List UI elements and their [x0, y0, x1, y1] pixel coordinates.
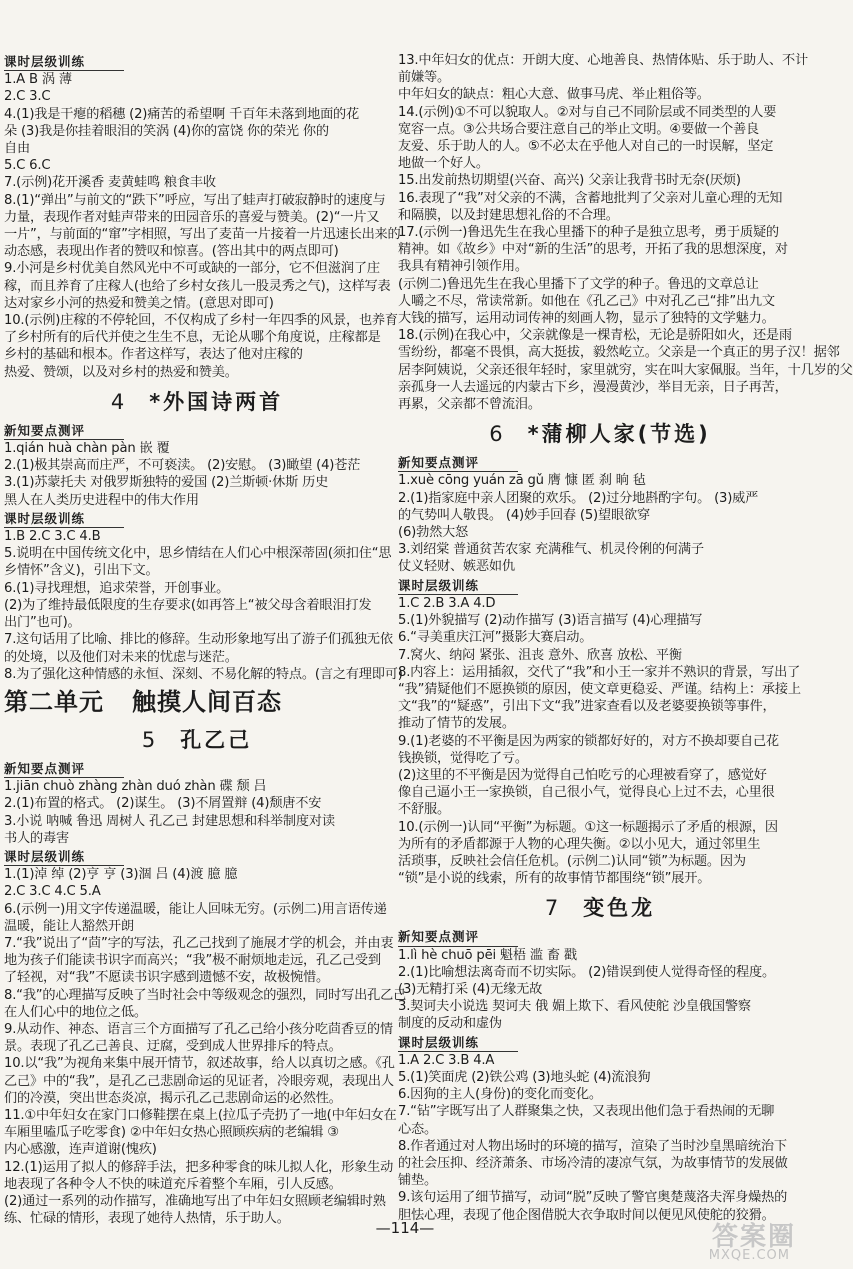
answer-line: 雪纷纷，都毫不畏惧，高大挺拔，毅然屹立。父亲是一个真正的男子汉！据邻	[398, 345, 840, 361]
answer-line: 的处境，以及他们对未来的忧虑与迷茫。	[4, 649, 238, 665]
answer-line: 9.从动作、神态、语言三个方面描写了孔乙己给小孩分吃茴香豆的情	[4, 1021, 393, 1037]
lesson-title	[398, 895, 802, 921]
answer-line: 1.B 2.C 3.C 4.B	[4, 529, 101, 545]
answer-line: 的社会压抑、经济萧条、市场冷清的凄凉气氛，为故事情节的发展做	[398, 1155, 788, 1171]
answer-line: 1.A B 涡 薄	[4, 72, 72, 88]
answer-line: 景。表现了孔乙己善良、迂腐，受到成人世界排斥的特点。	[4, 1039, 342, 1055]
answer-line: 6.“寻美重庆江河”摄影大赛启动。	[398, 630, 593, 646]
answer-line: 2.(1)指家庭中亲人团聚的欢乐。 (2)过分地斟酌字句。 (3)威严	[398, 490, 759, 506]
answer-line: 2.(1)极其崇高而庄严，不可亵渎。 (2)安慰。 (3)瞰望 (4)苍茫	[4, 458, 361, 474]
answer-line: 17.(示例一)鲁迅先生在我心里播下的种子是独立思考，勇于质疑的	[398, 225, 779, 241]
watermark-url: MXQE.COM	[708, 1248, 790, 1263]
answer-line: 活琐事，反映社会信任危机。(示例二)认同“锁”为标题。因为	[398, 853, 746, 869]
answer-line: 8.内容上：运用插叙，交代了“我”和小王一家并不熟识的背景，写出了	[398, 664, 801, 680]
answer-line: 8.(1)“弹出”与前文的“跌下”呼应，写出了蛙声打破寂静时的速度与	[4, 192, 386, 208]
answer-line: 15.出发前热切期望(兴奋、高兴) 父亲让我背书时无奈(厌烦)	[398, 173, 741, 189]
lesson-name: 孔乙己	[180, 727, 253, 752]
section-heading: 新知要点测评	[4, 422, 124, 440]
answer-line: 友爱、乐于助人的人。⑤不必太在乎他人对自己的一时误解，坚定	[398, 139, 774, 155]
answer-line: “我”猜疑他们不愿换锁的原因，使文章更稳妥、严谨。结构上：承接上	[398, 681, 801, 697]
answer-line: 5.(1)笑面虎 (2)铁公鸡 (3)地头蛇 (4)流浪狗	[398, 1069, 651, 1085]
answer-line: 1.xuè cōng yuán zā gǔ 膺 慷 匿 刹 晌 毡	[398, 473, 646, 489]
answer-line: 地做一个好人。	[398, 156, 489, 172]
answer-line: 5.说明在中国传统文化中，思乡情结在人们心中根深蒂固(须扣住“思	[4, 546, 392, 562]
answer-line: 8.作者通过对人物出场时的环境的描写，渲染了当时沙皇黑暗统治下	[398, 1138, 787, 1154]
answer-line: 自由	[4, 141, 30, 157]
answer-line: 2.(1)布置的格式。 (2)谋生。 (3)不屑置辩 (4)颓唐不安	[4, 796, 322, 812]
watermark-logo: 答案圈	[711, 1222, 796, 1252]
lesson-name: 变色龙	[583, 896, 656, 921]
answer-line: 6.(1)寻找理想，追求荣誉，开创事业。	[4, 580, 230, 596]
answer-line: 7.“我”说出了“茴”字的写法，孔乙己找到了施展才学的机会，并由衷	[4, 935, 394, 951]
answer-line: 我具有精神引领作用。	[398, 259, 528, 275]
answer-line: (6)勃然大怒	[398, 525, 469, 541]
answer-line: 1.(1)淖 绰 (2)亨 亨 (3)涸 吕 (4)渡 臆 臆	[4, 867, 238, 883]
lesson-name: *蒲柳人家(节选)	[527, 422, 711, 447]
answer-line: 心态。	[398, 1121, 437, 1137]
answer-line: 乡村的基础和根本。作者这样写，表达了他对庄稼的	[4, 347, 303, 363]
answer-line: 温暖，能让人豁然开朗	[4, 918, 134, 934]
answer-line: 和隔膜，以及封建思想礼俗的不合理。	[398, 207, 619, 223]
answer-line: 动态感，表现出作者的赞叹和惊喜。(答出其中的两点即可)	[4, 244, 339, 260]
unit-name: 触摸人间百态	[132, 687, 282, 716]
answer-line: (2)为了维持最低限度的生存要求(如再答上“被父母含着眼泪打发	[4, 597, 372, 613]
section-heading: 课时层级训练	[398, 1034, 518, 1052]
answer-line: 宽容一点。③公共场合要注意自己的举止文明。④要做一个善良	[398, 121, 759, 137]
answer-line: 7.(示例)花开溪香 麦黄蛙鸣 粮食丰收	[4, 175, 216, 191]
answer-line: 了轻视，对“我”不愿读书识字感到遗憾不安，故极惋惜。	[4, 970, 329, 986]
answer-line: 地表现了各种令人不快的味道充斥着整个车厢，引人反感。	[4, 1176, 342, 1192]
answer-line: 为所有的矛盾都源于人物的心理失衡。②以小见大，通过邻里生	[398, 836, 761, 852]
answer-line: 7.窝火、纳闷 紧张、沮丧 意外、欣喜 放松、平衡	[398, 647, 682, 663]
answer-line: 车厢里嗑瓜子吃零食) ②中年妇女热心照顾疾病的老编辑 ③	[4, 1125, 339, 1141]
answer-line: 3.(1)苏蒙托夫 对俄罗斯独特的爱国 (2)兰斯顿·休斯 历史	[4, 475, 329, 491]
section-heading: 课时层级训练	[4, 848, 124, 866]
answer-line: 1.qián huà chàn pàn 嵌 覆	[4, 441, 170, 457]
answer-line: 2.C 3.C	[4, 89, 51, 105]
answer-line: 13.中年妇女的优点：开朗大度、心地善良、热情体贴、乐于助人、不计	[398, 53, 808, 68]
answer-line: 9.(1)老婆的不平衡是因为两家的锁都好好的，对方不换却要自己花	[398, 733, 779, 749]
answer-line: 2.(1)比喻想法离奇而不切实际。 (2)错误到使人觉得奇怪的程度。	[398, 964, 776, 980]
answer-line: (2)通过一系列的动作描写，准确地写出了中年妇女照顾老编辑时熟	[4, 1193, 386, 1209]
answer-line: 热爱、赞颂，以及对乡村的热爱和赞美。	[4, 364, 238, 380]
answer-line: 达对家乡小河的热爱和赞美之情。(意思对即可)	[4, 295, 274, 311]
unit-title	[4, 685, 390, 719]
page-number: —114—	[375, 1219, 435, 1237]
answer-line: 前嫌等。	[398, 70, 450, 86]
answer-line: 5.(1)外貌描写 (2)动作描写 (3)语言描写 (4)心理描写	[398, 613, 703, 629]
answer-line: 书人的毒害	[4, 830, 69, 846]
answer-line: 2.C 3.C 4.C 5.A	[4, 884, 101, 900]
answer-line: 推动了情节的发展。	[398, 716, 515, 732]
answer-line: 6.(示例一)用文字传递温暖，能让人回味无穷。(示例二)用言语传递	[4, 901, 387, 917]
answer-line: 10.以“我”为视角来集中展开情节，叙述故事，给人以真切之感。《孔	[4, 1056, 395, 1072]
answer-line: 出门”也可)。	[4, 615, 81, 631]
answer-line: 12.(1)运用了拟人的修辞手法，把多种零食的味儿拟人化，形象生动	[4, 1159, 394, 1175]
answer-line: (示例二)鲁迅先生在我心里播下了文学的种子。鲁迅的文章总让	[398, 276, 759, 292]
answer-line: 再累，父亲都不曾流泪。	[398, 397, 541, 413]
answer-line: 中年妇女的缺点：粗心大意、做事马虎、举止粗俗等。	[398, 87, 710, 103]
answer-line: “锁”是小说的线索，所有的故事情节都围绕“锁”展开。	[398, 871, 711, 887]
section-heading: 课时层级训练	[4, 53, 124, 71]
answer-line: 黑人在人类历史进程中的伟大作用	[4, 492, 199, 508]
section-heading: 新知要点测评	[398, 928, 518, 946]
answer-line: 1.jiān chuò zhàng zhàn duó zhàn 碟 颓 吕	[4, 779, 267, 795]
answer-line: 钱换锁，觉得吃了亏。	[398, 750, 528, 766]
answer-line: 地为孩子们能读书识字而高兴；“我”极不耐烦地走远，孔乙己受到	[4, 953, 381, 969]
lesson-number: 4	[110, 389, 128, 414]
answer-line: 胆怯心理，表现了他企图借脱大衣争取时间以便见风使舵的狡猾。	[398, 1207, 775, 1223]
lesson-number: 6	[489, 422, 506, 447]
answer-line: 10.(示例一)认同“平衡”为标题。①这一标题揭示了矛盾的根源，因	[398, 819, 778, 835]
answer-line: 在人们心中的地位之低。	[4, 1004, 147, 1020]
answer-line: 朵 (3)我是你挂着眼泪的笑涡 (4)你的富饶 你的荣光 你的	[4, 123, 329, 139]
section-heading: 新知要点测评	[398, 454, 518, 472]
answer-line: (3)无精打采 (4)无缘无故	[398, 981, 543, 997]
answer-line: 1.lì hè chuō pēi 魁梧 滥 畜 戳	[398, 947, 577, 963]
right-column	[398, 52, 853, 1224]
answer-line: 了乡村所有的后代并使之生生不息，无论从哪个角度说，庄稼都是	[4, 330, 381, 346]
answer-line: 文“我”的“疑惑”，引出下文“我”进家查看以及老婆要换锁等事件，	[398, 699, 776, 715]
answer-line: 9.小河是乡村优美自然风光中不可或缺的一部分，它不但滋润了庄	[4, 261, 380, 277]
answer-line: 的气势叫人敬畏。 (4)妙手回春 (5)望眼欲穿	[398, 507, 650, 523]
answer-line: 14.(示例)①不可以貌取人。②对与自己不同阶层或不同类型的人要	[398, 104, 777, 120]
answer-line: 力量，表现作者对蛙声带来的田园音乐的喜爱与赞美。(2)“一片又	[4, 209, 380, 225]
answer-line: 内心感激，连声道谢(愧疚)	[4, 1142, 157, 1158]
answer-line: 制度的反动和虚伪	[398, 1016, 502, 1032]
lesson-title	[4, 727, 390, 753]
answer-line: 5.C 6.C	[4, 158, 51, 174]
unit-number: 第二单元	[4, 687, 104, 716]
answer-line: 大钱的描写，运用动词传神的刻画人物，显示了独特的文学魅力。	[398, 311, 775, 327]
answer-line: 10.(示例)庄稼的不停轮回，不仅构成了乡村一年四季的风景，也养育	[4, 313, 398, 329]
answer-line: 像自己逼小王一家换锁，自己很小气，觉得良心上过不去，心里很	[398, 785, 775, 801]
answer-line: 精神。如《故乡》中对“新的生活”的思考，开拓了我的思想深度，对	[398, 242, 788, 258]
answer-line: 18.(示例)在我心中，父亲就像是一棵青松，无论是骄阳如火，还是雨	[398, 328, 792, 344]
lesson-title	[4, 389, 390, 415]
answer-line: 一片”，与前面的“窜”字相照，写出了麦苗一片接着一片迅速长出来的	[4, 227, 401, 243]
answer-line: 居李阿姨说，父亲还很年轻时，家里就穷，实在叫大家佩服。当年，十几岁的父	[398, 362, 853, 378]
answer-line: 3.契诃夫小说选 契诃夫 俄 媚上欺下、看风使舵 沙皇俄国警察	[398, 999, 751, 1015]
answer-line: 稼，而且养育了庄稼人(也给了乡村女孩儿一股灵秀之气)，这样写表	[4, 278, 391, 294]
lesson-title	[398, 421, 802, 447]
answer-line: 乡情怀”含义)，引出下文。	[4, 563, 159, 579]
lesson-number: 7	[544, 896, 562, 921]
answer-line: 3.刘绍棠 普通贫苦农家 充满稚气、机灵伶俐的何满子	[398, 542, 704, 558]
section-heading: 课时层级训练	[4, 510, 124, 528]
answer-line: 11.①中年妇女在家门口修鞋摆在桌上(拉瓜子壳扔了一地(中年妇女在	[4, 1107, 397, 1123]
lesson-number: 5	[141, 727, 159, 752]
section-heading: 课时层级训练	[398, 577, 518, 595]
answer-line: 乙己》中的“我”，是孔乙己悲剧命运的见证者，冷眼旁观，表现出人	[4, 1073, 394, 1089]
lesson-name: *外国诗两首	[149, 389, 284, 414]
section-heading: 新知要点测评	[4, 760, 124, 778]
answer-line: 铺垫。	[398, 1173, 437, 1189]
answer-line: 练、忙碌的情形，表现了她待人热情，乐于助人。	[4, 1211, 290, 1227]
answer-line: 7.这句话用了比喻、排比的修辞。生动形象地写出了游子们孤独无依	[4, 632, 393, 648]
answer-line: 8.为了强化这种情感的永恒、深刻、不易化解的特点。(言之有理即可)	[4, 666, 403, 682]
answer-line: 们的冷漠，突出世态炎凉，揭示孔乙己悲剧命运的必然性。	[4, 1090, 342, 1106]
answer-line: 3.小说 呐喊 鲁迅 周树人 孔乙己 封建思想和科举制度对读	[4, 813, 335, 829]
answer-line: (2)这里的不平衡是因为觉得自己怕吃亏的心理被看穿了，感觉好	[398, 767, 767, 783]
answer-line: 不舒服。	[398, 802, 450, 818]
left-column	[4, 52, 407, 1227]
answer-line: 6.因狗的主人(身份)的变化而变化。	[398, 1087, 602, 1103]
answer-line: 亲孤身一人去遥远的内蒙古下乡，漫漫黄沙，举目无亲，日子再苦，	[398, 379, 788, 395]
answer-line: 9.该句运用了细节描写，动词“脱”反映了警官奥楚蔑洛夫浑身燥热的	[398, 1190, 788, 1206]
answer-line: 1.C 2.B 3.A 4.D	[398, 595, 496, 611]
answer-line: 仗义轻财、嫉恶如仇	[398, 559, 515, 575]
answer-line: 16.表现了“我”对父亲的不满，含蓄地批判了父亲对儿童心理的无知	[398, 190, 783, 206]
answer-line: 4.(1)我是干瘪的稻穗 (2)痛苦的希望啊 千百年未落到地面的花	[4, 106, 360, 122]
answer-line: 8.“我”的心理描写反映了当时社会中等级观念的强烈，同时写出孔乙己	[4, 987, 407, 1003]
answer-line: 7.“钻”字既写出了人群聚集之快，又表现出他们急于看热闹的无聊	[398, 1104, 775, 1120]
answer-line: 1.A 2.C 3.B 4.A	[398, 1052, 495, 1068]
answer-line: 人嚼之不尽，常读常新。如他在《孔乙己》中对孔乙己“排”出九文	[398, 293, 775, 309]
